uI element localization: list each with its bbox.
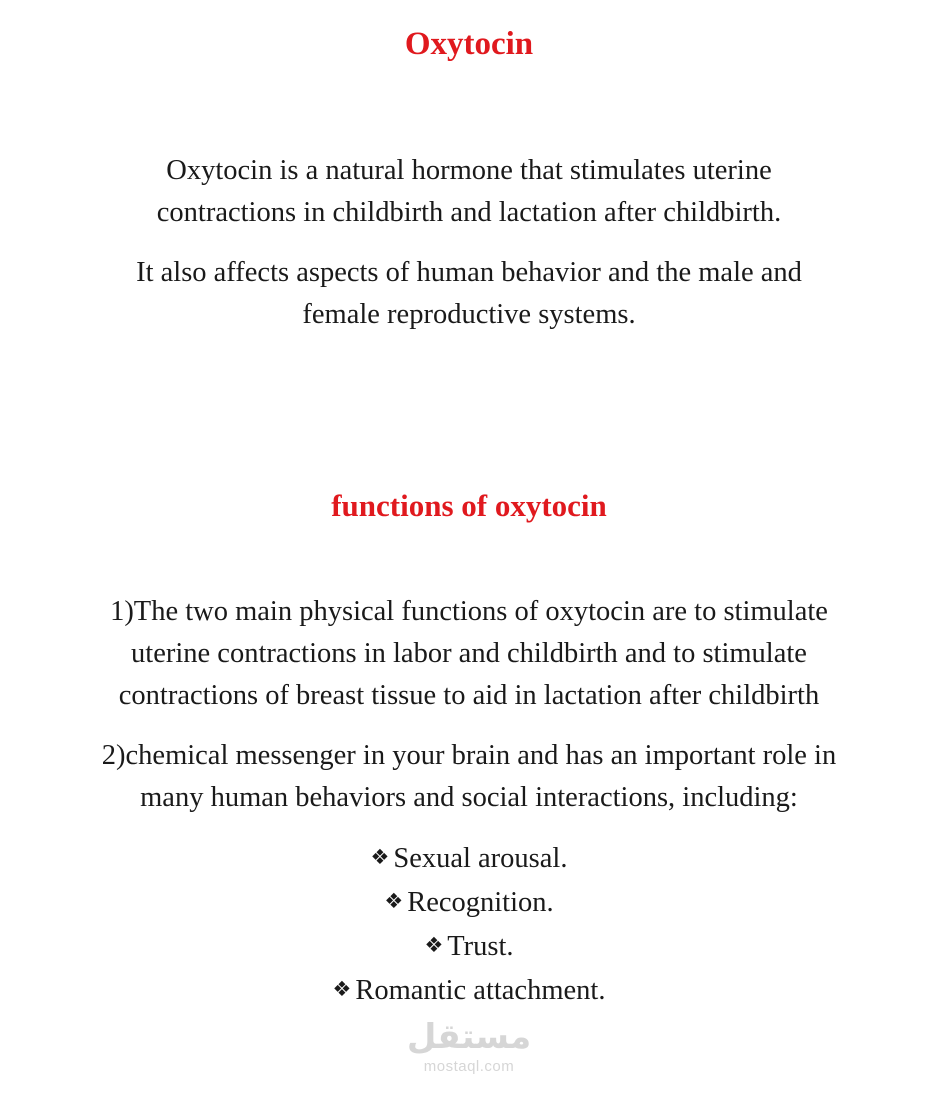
section-heading: functions of oxytocin [331, 488, 607, 523]
function-line: many human behaviors and social interactions, including: [140, 782, 798, 813]
list-item-label: Romantic attachment. [355, 975, 606, 1006]
function-paragraph-1 [0, 591, 938, 717]
intro-paragraph-1 [0, 150, 938, 234]
page-title: Oxytocin [404, 26, 534, 62]
four-diamond-bullet-icon: ❖ [384, 889, 404, 913]
function-line: uterine contractions in labor and childbirth and to stimulate [131, 638, 807, 669]
function-paragraph-2 [0, 735, 938, 819]
list-item [0, 836, 938, 880]
intro-line: Oxytocin is a natural hormone that stimulates uterine [166, 155, 772, 186]
function-line: 2)chemical messenger in your brain and has an important role in [101, 740, 837, 771]
intro-line: contractions in childbirth and lactation after childbirth. [156, 197, 782, 228]
four-diamond-bullet-icon: ❖ [424, 933, 444, 957]
list-item [0, 968, 938, 1012]
watermark-logo [0, 1016, 938, 1076]
four-diamond-bullet-icon: ❖ [370, 845, 390, 869]
list-item-label: Recognition. [407, 887, 554, 918]
function-line: contractions of breast tissue to aid in lactation after childbirth [118, 680, 820, 711]
intro-paragraph-2 [0, 252, 938, 336]
list-item [0, 924, 938, 968]
watermark-arabic-text: مستقل [406, 1017, 532, 1057]
list-item-label: Trust. [447, 931, 514, 962]
list-item [0, 880, 938, 924]
four-diamond-bullet-icon: ❖ [332, 977, 352, 1001]
list-item-label: Sexual arousal. [393, 843, 568, 874]
function-line: 1)The two main physical functions of oxytocin are to stimulate [110, 596, 828, 627]
behaviors-list [0, 836, 938, 1012]
intro-line: female reproductive systems. [302, 299, 636, 330]
intro-line: It also affects aspects of human behavior and the male and [136, 257, 802, 288]
watermark-site-text: mostaql.com [423, 1058, 515, 1075]
